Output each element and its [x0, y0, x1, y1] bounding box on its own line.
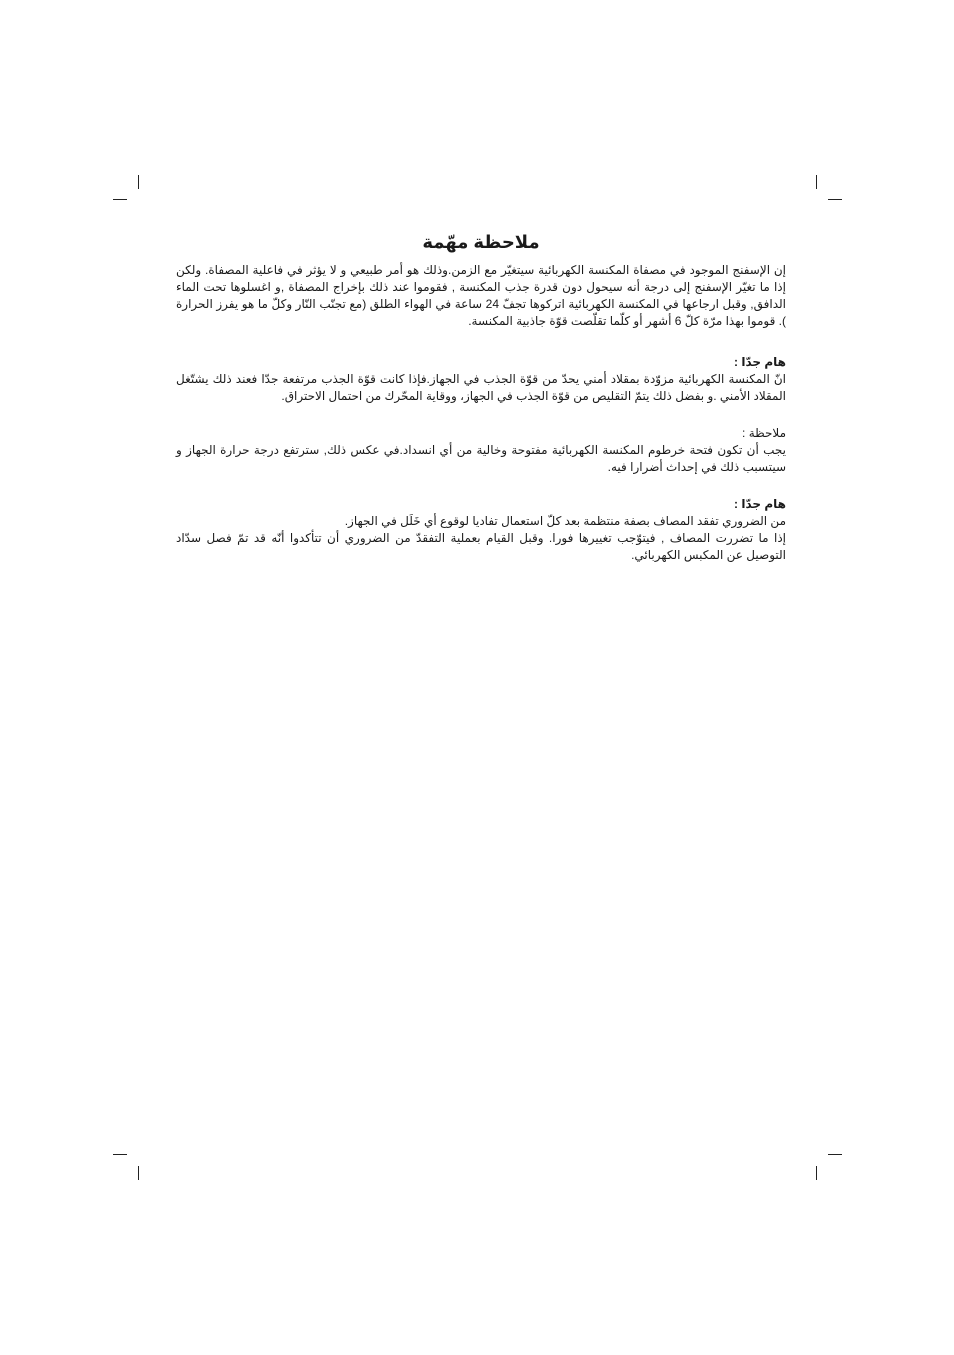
page-title: ملاحظة مهّمة: [422, 232, 540, 252]
section-note: [176, 425, 786, 476]
section-heading: ملاحظة :: [742, 426, 786, 440]
crop-mark-bottom-right-vertical: [816, 1166, 817, 1180]
section-heading: هام جدّا :: [734, 497, 786, 511]
crop-mark-bottom-left-horizontal: [113, 1154, 127, 1155]
crop-mark-top-left-horizontal: [113, 199, 127, 200]
section-heading: هام جدّا :: [734, 355, 786, 369]
section-paragraph: إذا ما تضررت المصاف , فيتوّجب تغييرها فورا. وقبل القيام بعملية التفقدّ من الضروري أن تتأكدوا أنّه قد تمّ فصل سدّاد التوصيل عن المكبس الكهربائي.: [176, 531, 786, 562]
section-paragraph: انّ المكنسة الكهربائية مزوّدة بمقلاد أمني يحدّ من قوّة الجذب في الجهاز.فإذا كانت قوّة الجذب مرتفعة جدّا فعند ذلك يشتّغل المقلاد الأمني .و بفضل ذلك يتمّ التقليص من قوّة الجذب في الجهاز، ووقاية المحّرك من احتمال الاحتراق.: [176, 372, 787, 403]
intro-paragraph: إن الإسفنج الموجود في مصفاة المكنسة الكهربائية سيتغيّر مع الزمن.وذلك هو أمر طبيعي و لا يؤثر في فاعلية المصفاة. ولكن إذا ما تغيّر الإسفنج إلى درجة أنه سيحول دون قدرة جذب المكنسة , فقوموا عند ذلك بإخراج المصفاة ,و اغسلوها تحت الماء الدافق, وقبل ارجاعها في المكنسة الكهربائية اتركوها تجفّ 24 ساعة في الهواء الطلق (مع تجنّب النّار وكلّ ما هو يفرز الحرارة ). قوموا بهذا مرّة كلّ 6 أشهر أو كلّما تقلّصت قوّة جاذبية المكنسة.: [176, 263, 787, 328]
crop-mark-bottom-right-horizontal: [828, 1154, 842, 1155]
section-important-1: [176, 354, 786, 405]
crop-mark-bottom-left-vertical: [138, 1166, 139, 1180]
crop-mark-top-right-horizontal: [828, 199, 842, 200]
section-paragraph: يجب أن تكون فتحة خرطوم المكنسة الكهربائية مفتوحة وخالية من أي انسداد.في عكس ذلك, سترتفع درجة حرارة الجهاز و سيتسبب ذلك في إحداث أضرارا فيه.: [176, 443, 786, 474]
section-important-2: [176, 496, 786, 564]
crop-mark-top-left-vertical: [138, 175, 139, 189]
section-paragraph: من الضروري تفقد المصاف بصفة منتظمة بعد كلّ استعمال تفاديا لوقوع أي خَلَل في الجهاز.: [344, 514, 786, 528]
crop-mark-top-right-vertical: [816, 175, 817, 189]
document-body: [176, 228, 786, 584]
